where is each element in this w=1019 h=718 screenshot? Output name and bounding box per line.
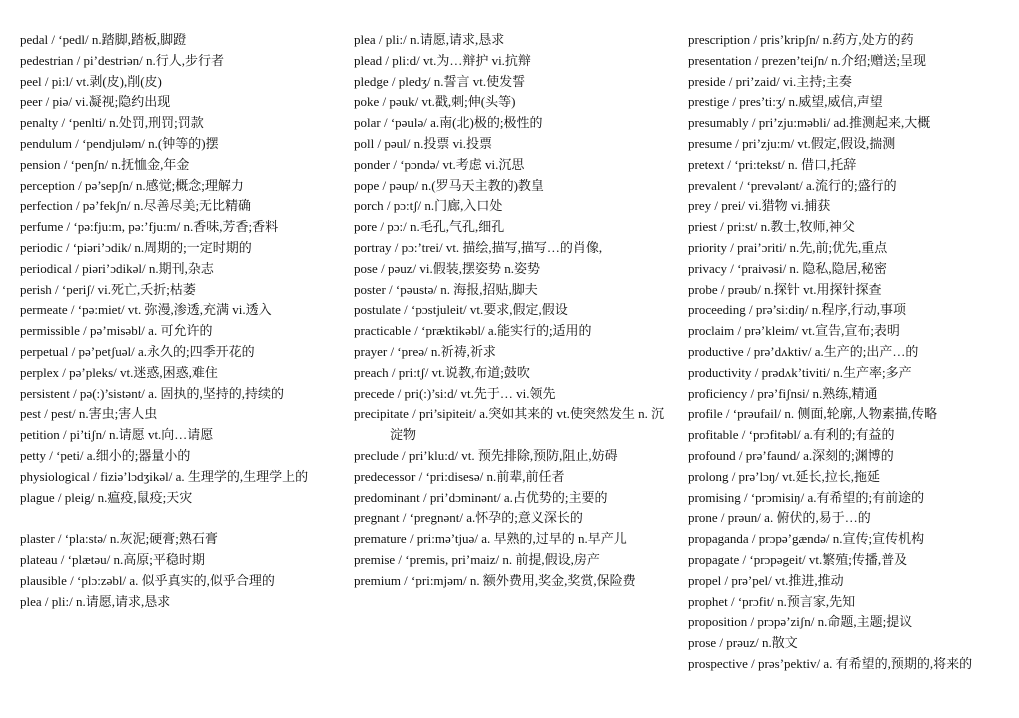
dictionary-entry: proceeding / prə’si:diŋ/ n.程序,行动,事项: [688, 302, 907, 318]
dictionary-entry: preside / pri’zaid/ vi.主持;主奏: [688, 73, 852, 89]
column-3: [688, 30, 1006, 675]
dictionary-entry: poll / pəul/ n.投票 vi.投票: [354, 135, 492, 151]
dictionary-entry: predecessor / ‘pri:disesə/ n.前辈,前任者: [354, 468, 565, 484]
dictionary-entry: precede / pri(:)’si:d/ vt.先于… vi.领先: [354, 385, 556, 401]
dictionary-entry: predominant / pri’dɔminənt/ a.占优势的;主要的: [354, 489, 608, 505]
dictionary-entry: periodic / ‘piəri’ɔdik/ n.周期的;一定时期的: [20, 239, 252, 255]
dictionary-entry: penalty / ‘penlti/ n.处罚,刑罚;罚款: [20, 115, 204, 131]
dictionary-entry: presentation / prezen’teiʃn/ n.介绍;赠送;呈现: [688, 52, 927, 68]
dictionary-entry: privacy / ‘praivəsi/ n. 隐私,隐居,秘密: [688, 260, 887, 276]
dictionary-entry: ponder / ‘pɔndə/ vt.考虑 vi.沉思: [354, 156, 525, 172]
dictionary-entry: pest / pest/ n.害虫;害人虫: [20, 406, 158, 422]
dictionary-entry: prescription / pris’kripʃn/ n.药方,处方的药: [688, 32, 914, 47]
dictionary-entry: peel / pi:l/ vt.剥(皮),削(皮): [20, 73, 162, 89]
dictionary-entry: perception / pə’sepʃn/ n.感觉;概念;理解力: [20, 177, 244, 193]
dictionary-entry: portray / pɔ:’trei/ vt. 描绘,描写,描写…的肖像,: [354, 239, 603, 255]
dictionary-entry: probe / prəub/ n.探针 vt.用探针探查: [688, 281, 882, 297]
dictionary-entry: proclaim / prə’kleim/ vt.宣告,宣布;表明: [688, 323, 900, 339]
dictionary-entry: periodical / piəri’ɔdikəl/ n.期刊,杂志: [20, 260, 214, 276]
dictionary-entry: premium / ‘pri:mjəm/ n. 额外费用,奖金,奖赏,保险费: [354, 572, 636, 588]
dictionary-entry: plausible / ‘plɔ:zəbl/ a. 似乎真实的,似乎合理的: [20, 572, 275, 588]
dictionary-entry: profile / ‘prəufail/ n. 侧面,轮廓,人物素描,传略: [688, 406, 938, 422]
dictionary-entry: priority / prai’ɔriti/ n.先,前;优先,重点: [688, 239, 888, 255]
dictionary-entry: persistent / pə(:)’sistənt/ a. 固执的,坚持的,持续的: [20, 385, 284, 401]
dictionary-entry: plead / pli:d/ vt.为…辩护 vi.抗辩: [354, 52, 531, 68]
dictionary-entry: petty / ‘peti/ a.细小的;器量小的: [20, 447, 191, 463]
dictionary-entry: pedal / ‘pedl/ n.踏脚,踏板,脚蹬: [20, 32, 187, 47]
dictionary-entry: productivity / prədʌk’tiviti/ n.生产率;多产: [688, 364, 912, 380]
dictionary-entry: plaster / ‘pla:stə/ n.灰泥;硬膏;熟石膏: [20, 531, 218, 547]
dictionary-entry: permeate / ‘pə:miet/ vt. 弥漫,渗透,充满 vi.透入: [20, 302, 272, 318]
dictionary-entry: pledge / pledʒ/ n.誓言 vt.使发誓: [354, 73, 526, 89]
dictionary-entry: prevalent / ‘prevələnt/ a.流行的;盛行的: [688, 177, 897, 193]
dictionary-entry: preclude / pri’klu:d/ vt. 预先排除,预防,阻止,妨碍: [354, 447, 618, 463]
dictionary-entry: productive / prə’dʌktiv/ a.生产的;出产…的: [688, 343, 919, 359]
dictionary-entry: pope / pəup/ n.(罗马天主教的)教皇: [354, 177, 544, 193]
dictionary-entry: prayer / ‘preə/ n.祈祷,祈求: [354, 343, 496, 359]
dictionary-entry: presume / pri’zju:m/ vt.假定,假设,揣测: [688, 135, 896, 151]
dictionary-entry: polar / ‘pəulə/ a.南(北)极的;极性的: [354, 115, 543, 131]
dictionary-entry: premise / ‘premis, pri’maiz/ n. 前提,假设,房产: [354, 551, 600, 567]
dictionary-entry: perfection / pə’fekʃn/ n.尽善尽美;无比精确: [20, 198, 252, 214]
dictionary-entry: presumably / pri’zju:məbli/ ad.推测起来,大概: [688, 115, 931, 131]
dictionary-entry: poke / pəuk/ vt.戳,刺;伸(头等): [354, 94, 516, 110]
dictionary-entry: propel / prə’pel/ vt.推进,推动: [688, 572, 844, 588]
dictionary-entry: permissible / pə’misəbl/ a. 可允许的: [20, 323, 213, 339]
dictionary-entry: pose / pəuz/ vi.假装,摆姿势 n.姿势: [354, 260, 540, 276]
dictionary-entry: pore / pɔ:/ n.毛孔,气孔,细孔: [354, 219, 505, 235]
blank-line: [20, 508, 338, 529]
dictionary-entry: premature / pri:mə’tjuə/ a. 早熟的,过早的 n.早产儿: [354, 531, 627, 547]
dictionary-entry: postulate / ‘pɔstjuleit/ vt.要求,假定,假设: [354, 302, 568, 318]
dictionary-entry: peer / piə/ vi.凝视;隐约出现: [20, 94, 171, 110]
dictionary-entry: prolong / prə’lɔŋ/ vt.延长,拉长,拖延: [688, 468, 881, 484]
dictionary-entry: prey / prei/ vi.猎物 vi.捕获: [688, 198, 831, 214]
dictionary-entry: pregnant / ‘pregnənt/ a.怀孕的;意义深长的: [354, 510, 583, 526]
column-2: [354, 30, 672, 592]
dictionary-entry: practicable / ‘præktikəbl/ a.能实行的;适用的: [354, 323, 592, 339]
dictionary-entry: physiological / fiziə’lɔdʒikəl/ a. 生理学的,生理学上的: [20, 468, 309, 484]
dictionary-entry: porch / pɔ:tʃ/ n.门廊,入口处: [354, 198, 503, 214]
dictionary-entry: plateau / ‘plætəu/ n.高原;平稳时期: [20, 551, 205, 567]
dictionary-entry: petition / pi’tiʃn/ n.请愿 vt.向…请愿: [20, 427, 214, 443]
dictionary-entry: prestige / pres’ti:ʒ/ n.威望,威信,声望: [688, 94, 883, 110]
dictionary-entry: profound / prə’faund/ a.深刻的;渊博的: [688, 447, 894, 463]
dictionary-entry: prone / prəun/ a. 俯伏的,易于…的: [688, 510, 871, 526]
dictionary-entry: prospective / prəs’pektiv/ a. 有希望的,预期的,将来的: [688, 655, 973, 671]
dictionary-entry: perfume / ‘pə:fju:m, pə:’fju:m/ n.香味,芳香;香料: [20, 219, 279, 235]
dictionary-entry: propagate / ‘prɔpəgeit/ vt.繁殖;传播,普及: [688, 551, 908, 567]
dictionary-entry: pendulum / ‘pendjuləm/ n.(钟等的)摆: [20, 135, 219, 151]
column-1: [20, 30, 338, 612]
dictionary-entry: precipitate / pri’sipiteit/ a.突如其来的 vt.使突然发生 n. 沉淀物: [354, 406, 665, 443]
dictionary-entry: poster / ‘pəustə/ n. 海报,招贴,脚夫: [354, 281, 538, 297]
dictionary-entry: perish / ‘periʃ/ vi.死亡,夭折;枯萎: [20, 281, 196, 297]
dictionary-entry: promising / ‘prɔmisiŋ/ a.有希望的;有前途的: [688, 489, 925, 505]
dictionary-entry: proficiency / prə’fiʃnsi/ n.熟练,精通: [688, 385, 878, 401]
dictionary-entry: pedestrian / pi’destriən/ n.行人,步行者: [20, 52, 224, 68]
dictionary-entry: proposition / prɔpə’ziʃn/ n.命题,主题;提议: [688, 614, 913, 630]
dictionary-entry: prose / prəuz/ n.散文: [688, 635, 798, 651]
dictionary-entry: plea / pli:/ n.请愿,请求,恳求: [354, 32, 505, 47]
dictionary-entry: preach / pri:tʃ/ vt.说教,布道;鼓吹: [354, 364, 530, 380]
dictionary-entry: priest / pri:st/ n.教士,牧师,神父: [688, 219, 855, 235]
dictionary-entry: profitable / ‘prɔfitəbl/ a.有利的;有益的: [688, 427, 895, 443]
dictionary-entry: plea / pli:/ n.请愿,请求,恳求: [20, 593, 171, 609]
dictionary-entry: propaganda / prɔpə’gændə/ n.宣传;宣传机构: [688, 531, 925, 547]
dictionary-entry: perplex / pə’pleks/ vt.迷惑,困惑,难住: [20, 364, 218, 380]
dictionary-entry: plague / pleig/ n.瘟疫,鼠疫;天灾: [20, 489, 193, 505]
dictionary-entry: pretext / ‘pri:tekst/ n. 借口,托辞: [688, 156, 857, 172]
dictionary-entry: perpetual / pə’petʃuəl/ a.永久的;四季开花的: [20, 343, 255, 359]
dictionary-entry: prophet / ‘prɔfit/ n.预言家,先知: [688, 593, 856, 609]
dictionary-entry: pension / ‘penʃn/ n.抚恤金,年金: [20, 156, 190, 172]
